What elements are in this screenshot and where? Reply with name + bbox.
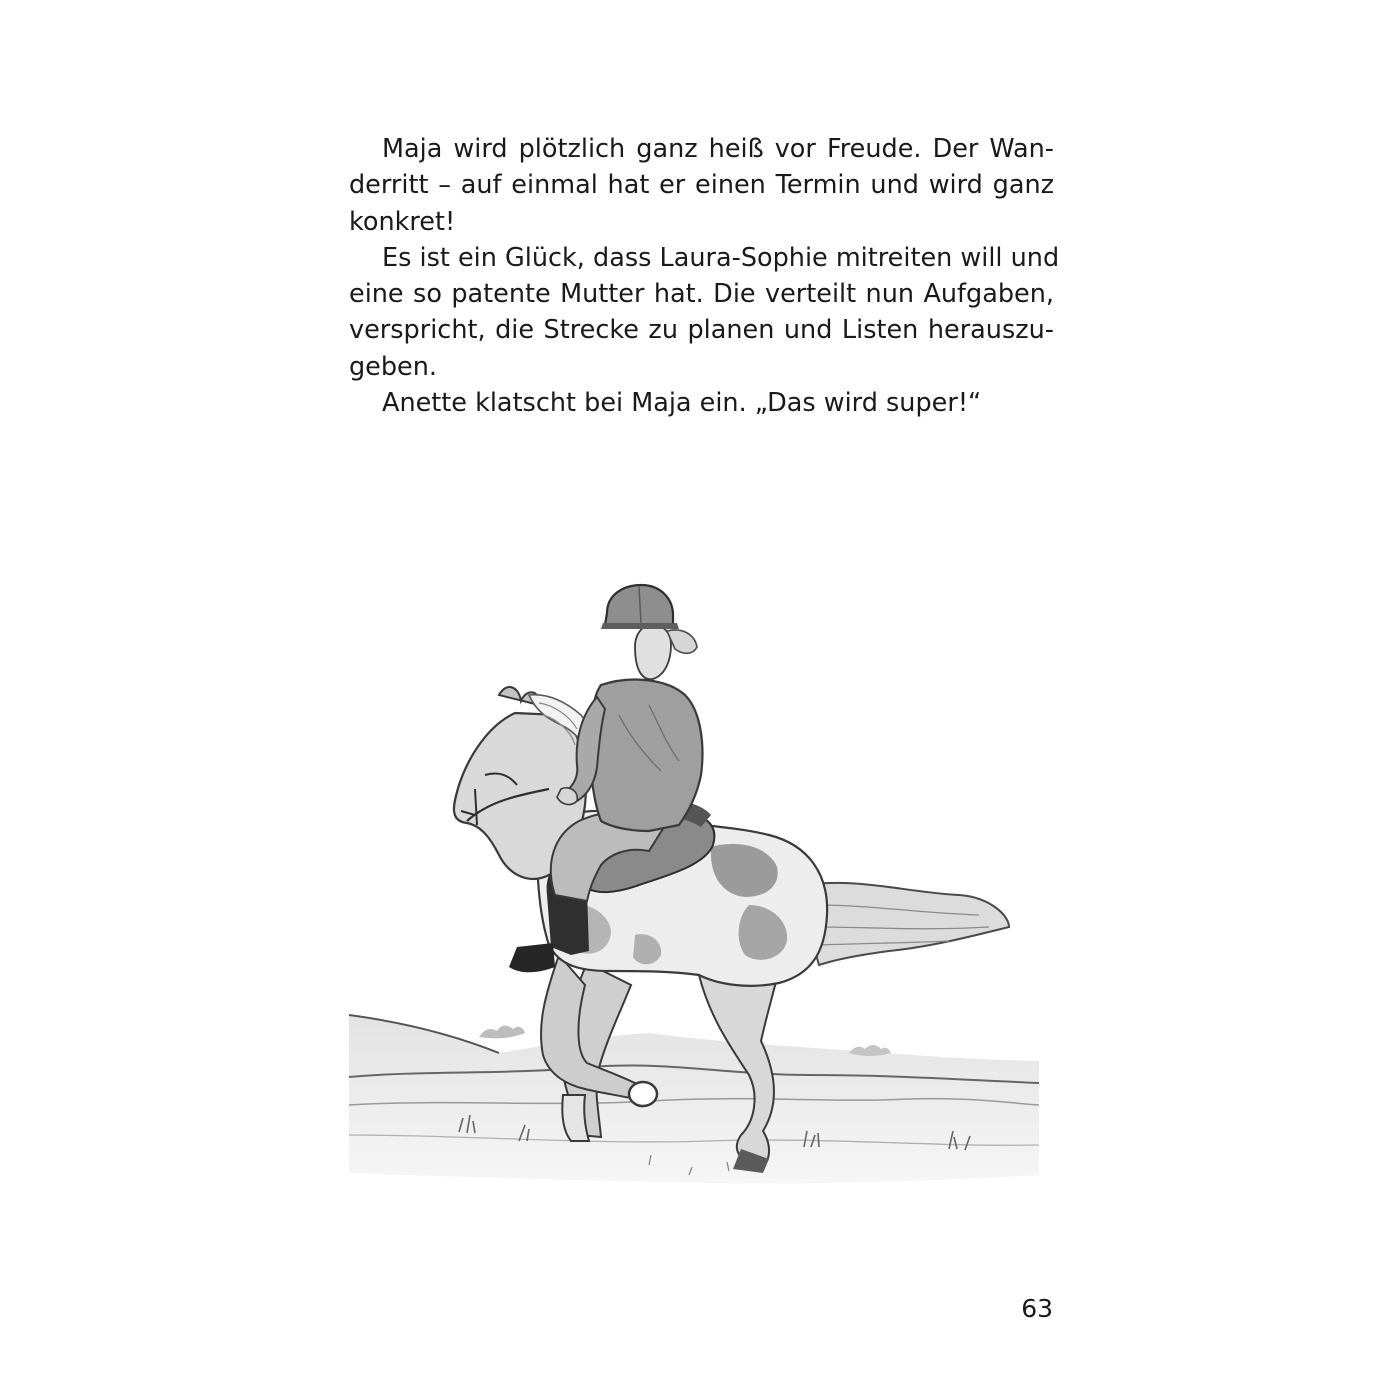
page-number: 63 xyxy=(1021,1294,1053,1323)
paragraph-2-line-2: eine so patente Mutter hat. Die verteilt nun Aufgaben, xyxy=(349,279,1054,310)
body-text xyxy=(349,131,1060,421)
landscape xyxy=(349,1015,1039,1183)
paragraph-3-line-1: Anette klatscht bei Maja ein. „Das wird super!“ xyxy=(382,388,982,419)
paragraph-2-line-4: geben. xyxy=(349,351,438,382)
paragraph-1-line-2: derritt – auf einmal hat er einen Termin und wird ganz xyxy=(349,170,1054,201)
paragraph-2-line-1: Es ist ein Glück, dass Laura-Sophie mitreiten will und xyxy=(382,242,1060,273)
paragraph-1-line-3: konkret! xyxy=(349,206,456,237)
rider-illustration xyxy=(349,575,1039,1200)
paragraph-1-line-1: Maja wird plötzlich ganz heiß vor Freude. Der Wan- xyxy=(382,134,1054,164)
horse-tail xyxy=(797,883,1009,965)
paragraph-2-line-3: verspricht, die Strecke zu planen und Listen herauszu- xyxy=(349,315,1054,346)
